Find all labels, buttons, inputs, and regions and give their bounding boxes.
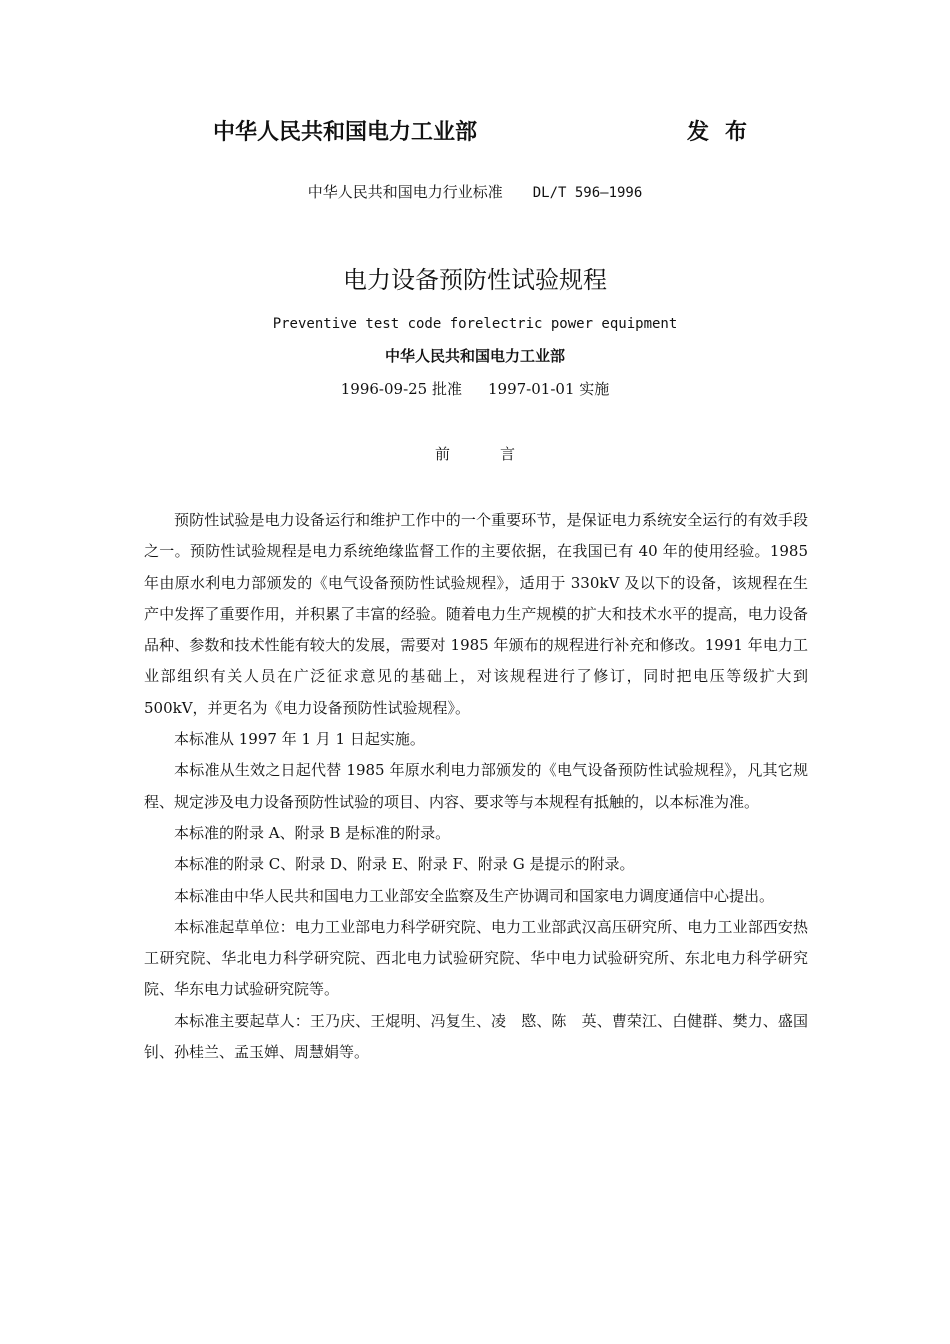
standard-label: 中华人民共和国电力行业标准 bbox=[307, 183, 503, 201]
ministry-name: 中华人民共和国电力工业部 bbox=[384, 347, 565, 365]
standard-code: DL/T 596—1996 bbox=[532, 185, 643, 201]
paragraph: 本标准由中华人民共和国电力工业部安全监察及生产协调司和国家电力调度通信中心提出。 bbox=[174, 886, 775, 905]
paragraph: 本标准的附录 C、附录 D、附录 E、附录 F、附录 G 是提示的附录。 bbox=[174, 855, 635, 874]
issuer-line bbox=[213, 116, 773, 150]
issuer-name: 中华人民共和国电力工业部 bbox=[213, 120, 478, 145]
approval-date: 1996-09-25 批准 bbox=[340, 380, 462, 398]
paragraph: 本标准主要起草人：王乃庆、王焜明、冯复生、凌 愍、陈 英、曹荣江、白健群、樊力、盛国钊、孙桂兰、孟玉婵、周慧娟等。 bbox=[144, 1011, 808, 1062]
standard-line bbox=[0, 180, 950, 205]
document-title: 电力设备预防性试验规程 bbox=[343, 266, 607, 294]
paragraph: 本标准的附录 A、附录 B 是标准的附录。 bbox=[174, 823, 451, 842]
paragraph: 本标准从 1997 年 1 月 1 日起实施。 bbox=[174, 730, 425, 749]
paragraph: 预防性试验是电力设备运行和维护工作中的一个重要环节，是保证电力系统安全运行的有效手段之一。预防性试验规程是电力系统绝缘监督工作的主要依据，在我国已有 40 年的使用经验。1985 年由原水利电力部颁发的《电气设备预防性试验规程》，适用于 330kV 及以下的设备，该规程在生产中发挥了重要作用，并积累了丰富的经验。随着电力生产规模的扩大和技术水平的提高，电力设备品种、参数和技术性能有较大的发展，需要对 1985 年颁布的规程进行补充和修改。1991 年电力工业部组织有关人员在广泛征求意见的基础上，对该规程进行了修订，同时把电压等级扩大到 500kV，并更名为《电力设备预防性试验规程》。 bbox=[144, 511, 808, 717]
english-title: Preventive test code forelectric power equipment bbox=[272, 316, 678, 332]
foreword-heading-char-1: 前 bbox=[434, 445, 450, 463]
foreword-heading-char-2: 言 bbox=[500, 445, 516, 463]
foreword-body bbox=[144, 505, 808, 1068]
publish-label: 发布 bbox=[687, 120, 764, 145]
paragraph: 本标准从生效之日起代替 1985 年原水利电力部颁发的《电气设备预防性试验规程》，凡其它规程、规定涉及电力设备预防性试验的项目、内容、要求等与本规程有抵触的，以本标准为准。 bbox=[144, 761, 808, 811]
foreword-heading bbox=[0, 442, 950, 466]
paragraph: 本标准起草单位：电力工业部电力科学研究院、电力工业部武汉高压研究所、电力工业部西安热工研究院、华北电力科学研究院、西北电力试验研究院、华中电力试验研究所、东北电力科学研究院、华东电力试验研究院等。 bbox=[144, 917, 808, 999]
dates-line bbox=[0, 377, 950, 401]
effective-date: 1997-01-01 实施 bbox=[488, 380, 610, 398]
